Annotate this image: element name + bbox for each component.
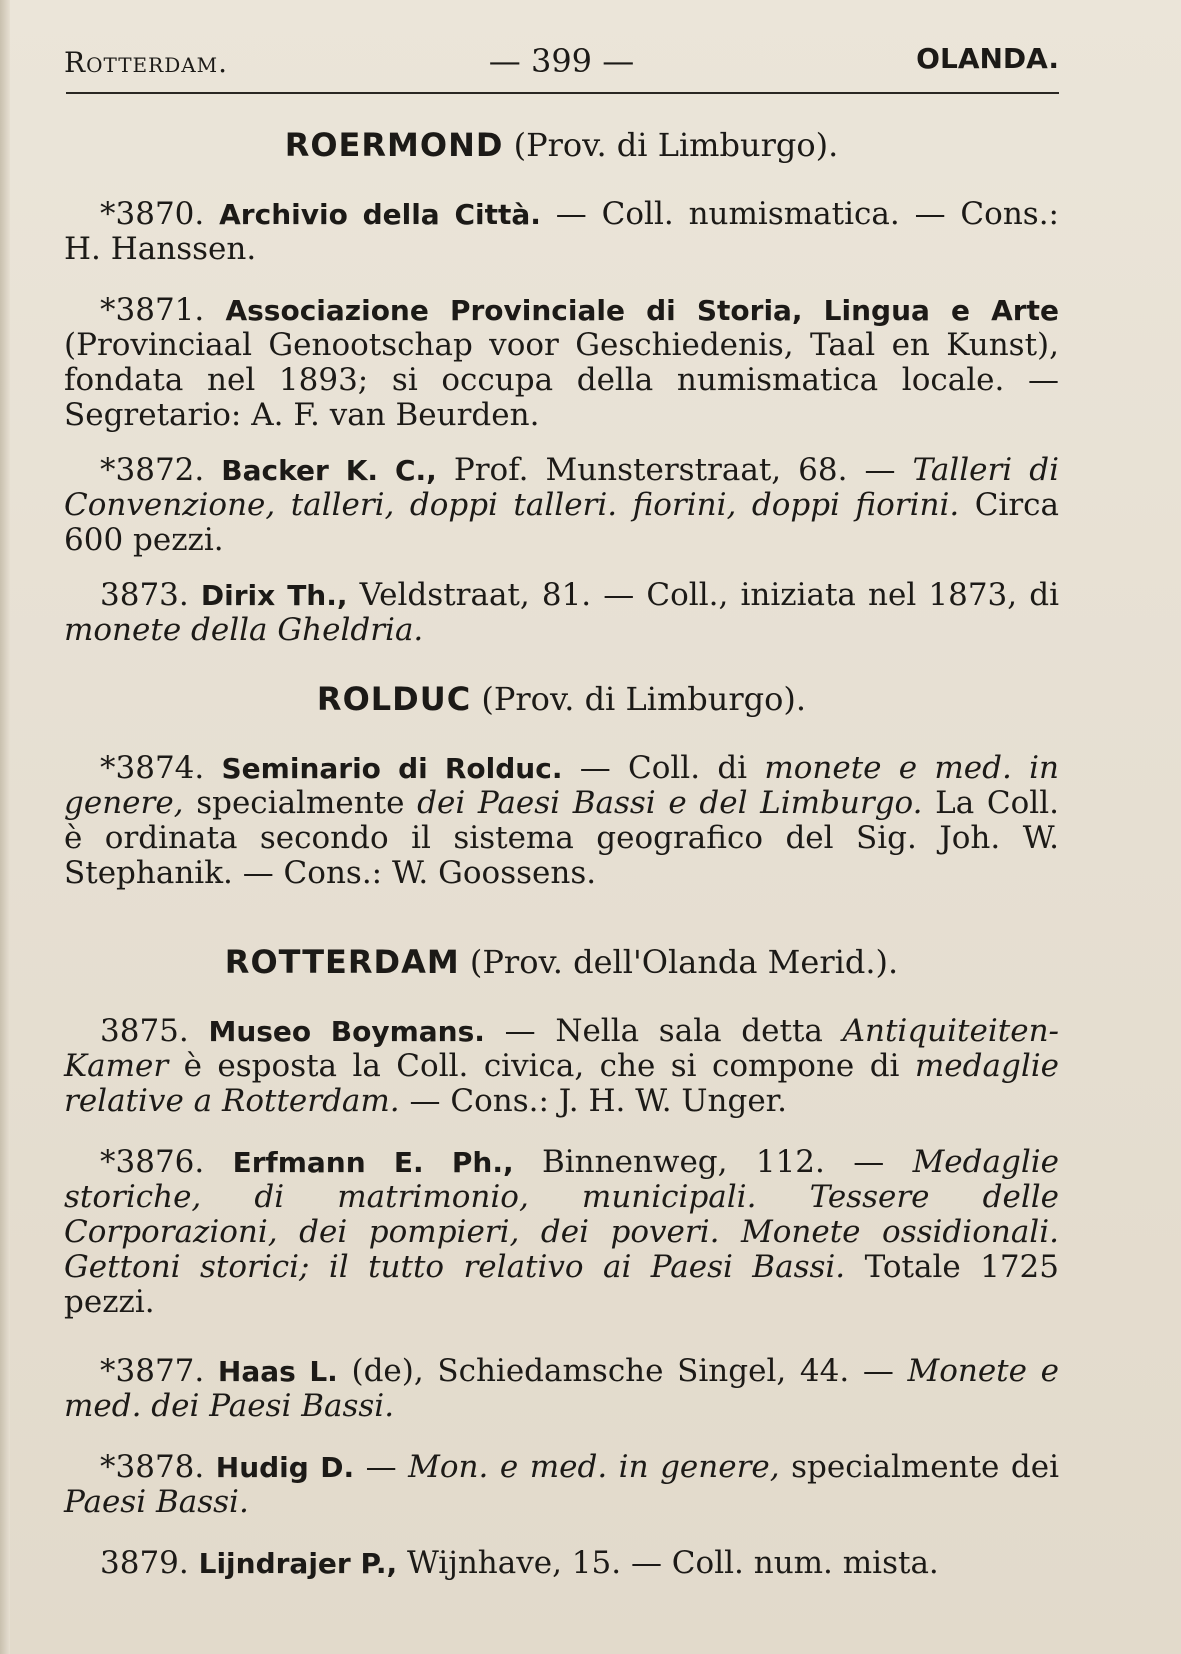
header-right: OLANDA. xyxy=(916,42,1059,75)
city-heading: ROLDUC (Prov. di Limburgo). xyxy=(316,680,807,718)
entry-3870: *3870. Archivio della Città. — Coll. numismatica. — Cons.: H. Hanssen. xyxy=(64,196,1059,267)
running-header xyxy=(64,40,1059,90)
page-number: — 399 — xyxy=(488,42,635,80)
header-left: Rotterdam. xyxy=(64,46,229,79)
entry-3875: 3875. Museo Boymans. — Nella sala detta Antiquiteiten-Kamer è esposta la Coll. civica, che si compone di medaglie relative a Rotterdam. — Cons.: J. H. W. Unger. xyxy=(64,1013,1060,1119)
entry-3878: *3878. Hudig D. — Mon. e med. in genere, specialmente dei Paesi Bassi. xyxy=(64,1449,1059,1520)
page-spine-shadow xyxy=(0,0,10,1654)
header-rule xyxy=(66,92,1059,94)
city-heading: ROERMOND (Prov. di Limburgo). xyxy=(284,126,839,164)
entry-3879: 3879. Lijndrajer P., Wijnhave, 15. — Coll. num. mista. xyxy=(100,1545,939,1581)
entry-3872: *3872. Backer K. C., Prof. Munsterstraat, 68. — Talleri di Convenzione, talleri, doppi talleri. fiorini, doppi fiorini. Circa 600 pezzi. xyxy=(64,452,1060,558)
entry-3876: *3876. Erfmann E. Ph., Binnenweg, 112. — Medaglie storiche, di matrimonio, municipali. Tessere delle Corporazioni, dei pompieri, dei poveri. Monete ossidionali. Gettoni storici; il tutto relativo ai Paesi Bassi. Totale 1725 pezzi. xyxy=(64,1144,1059,1320)
city-heading: ROTTERDAM (Prov. dell'Olanda Merid.). xyxy=(224,943,899,981)
entry-3877: *3877. Haas L. (de), Schiedamsche Singel, 44. — Monete e med. dei Paesi Bassi. xyxy=(64,1353,1059,1424)
entry-3871: *3871. Associazione Provinciale di Storia, Lingua e Arte (Provinciaal Genootschap voor Geschiedenis, Taal en Kunst), fondata nel 1893; si occupa della numismatica locale. — Segretario: A. F. van Beurden. xyxy=(64,292,1059,433)
entry-3873: 3873. Dirix Th., Veldstraat, 81. — Coll., iniziata nel 1873, di monete della Gheldria. xyxy=(64,577,1059,648)
entry-3874: *3874. Seminario di Rolduc. — Coll. di monete e med. in genere, specialmente dei Paesi Bassi e del Limburgo. La Coll. è ordinata secondo il sistema geografico del Sig. Joh. W. Stephanik. — Cons.: W. Goossens. xyxy=(64,750,1059,891)
page-body xyxy=(64,128,1059,1581)
